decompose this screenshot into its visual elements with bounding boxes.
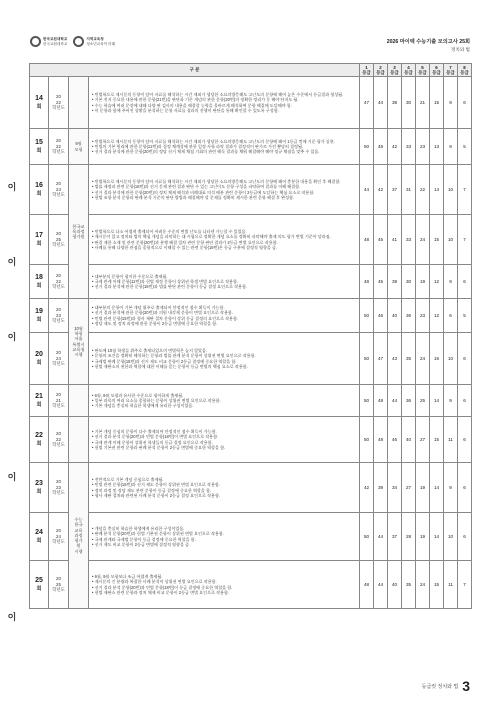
round-suffix: 회: [36, 440, 42, 447]
grade-cut-1: 48: [360, 215, 374, 265]
grade-cut-5: 23: [416, 129, 430, 165]
exam-type: 한국교 육과정 평가원: [69, 165, 89, 299]
round-number-value: 17: [35, 231, 43, 239]
academic-year: 20 24 학년도: [49, 165, 69, 215]
exam-type: [69, 417, 89, 463]
grade-cut-6: 15: [430, 561, 444, 609]
grade-cut-2: 45: [374, 215, 388, 265]
grade-cut-1: 44: [360, 165, 374, 215]
grade-cut-4: 27: [402, 463, 416, 513]
margin-mark: 이: [7, 612, 17, 622]
logo-2-sub: 청소년교육이 미래: [86, 41, 116, 46]
grade-cut-5: 24: [416, 561, 430, 609]
analysis-line: • 민법학으로 다소 어렵게 출제되어 어려운 수준의 변별 난도를 나타낸 가능할 수 있었음.: [92, 229, 247, 235]
logo-1: [30, 36, 67, 47]
analysis-line: • 선거 제도 비교 문항이 2등급 변별에 결정적 영향을 줌.: [92, 541, 191, 547]
analysis-line: • 문항의 조건을 정확히 해석하는 문항과 법률 관계 분석 문항이 상위권 변별 요인으로 작용함.: [92, 353, 256, 359]
analysis-line: • 기본 전지 중요한 내용에 관한 문항(21번)을 판단과 기존 개념의 관한 문항(20번)의 정확한 정리가 동 해야 단지도 됨.: [92, 97, 299, 103]
academic-year: 20 24 학년도: [49, 333, 69, 385]
grade-cut-7: 10: [444, 333, 458, 385]
academic-year: 20 22 학년도: [49, 417, 69, 463]
round-number-value: 24: [35, 528, 43, 536]
analysis-line: • 사례를 통해 다양한 관점을 종합적으로 이해할 수 있는 관련 문항(19번)은 등급 구분에 결정적 영향을 줌.: [92, 244, 278, 250]
grade-cut-2: 48: [374, 385, 388, 417]
grade-cut-8: 6: [458, 513, 472, 561]
grade-cut-5: 24: [416, 333, 430, 385]
exam-subject: 정치와 법: [450, 47, 470, 52]
grade-cut-2: 44: [374, 561, 388, 609]
round-number-value: 22: [35, 431, 43, 439]
grade-cut-5: 22: [416, 165, 430, 215]
grade-cut-8: 7: [458, 165, 472, 215]
grade-cut-6: 14: [430, 463, 444, 513]
table-row: [30, 561, 472, 609]
grade-cut-4: 31: [402, 165, 416, 215]
grade-cut-5: 27: [416, 417, 430, 463]
grade-cut-4: 36: [402, 385, 416, 417]
header-grade-8: 8 등급: [458, 64, 472, 77]
grade-cut-8: 5: [458, 299, 472, 333]
round-number-value: 25: [35, 576, 43, 584]
grade-cut-8: 6: [458, 417, 472, 463]
grade-cut-5: 24: [416, 215, 430, 265]
grade-cut-4: 40: [402, 417, 416, 463]
grade-cut-5: 25: [416, 385, 430, 417]
exam-type: 수능 한국 교육 과정 평가 원 시행: [69, 463, 89, 609]
analysis-line: • 민법학으로 제시문의 동향이 담아 자료를 해석하는 시간 제외가 생당한 소요의방응해도 고난도의 문항에 해어 충분한 내용을 확인 후 해결함.: [92, 179, 341, 185]
grade-cut-6: 15: [430, 215, 444, 265]
analysis-line: • 정치 과정 및 정당 제도 관련 문항이 등급 결정에 중요한 역할을 함.: [92, 487, 212, 493]
margin-mark: 이: [7, 332, 17, 342]
grade-cut-7: 9: [444, 385, 458, 417]
table-row: [30, 417, 472, 463]
analysis-line: • 선거 결과 분석에 관한 문항(20번)의 정치 체제 해석과 비례대표 의석 배분 관련 문항이 2등급에 도달하는 핵심 요소로 작용함.: [92, 189, 315, 195]
round-number: [30, 129, 49, 165]
grade-cut-5: 19: [416, 513, 430, 561]
grade-cut-4: 30: [402, 77, 416, 129]
analysis-notes: [89, 385, 360, 417]
header-category: 구 분: [30, 64, 360, 77]
analysis-line: • 선거 결과 분석에 관한 문항(20번)과 의원 내각제 문항이 변별 요인으로 작용함.: [92, 310, 233, 316]
grade-cut-8: 7: [458, 215, 472, 265]
header-grade-5: 5 등급: [416, 64, 430, 77]
analysis-line: • 선거 결과 분석에 관한 문항(20번)의 정당 선거 체제 채점 기회의 관련 해독 결과를 채워 해결해야 해야 정규 채점을 맞추 수 있음.: [92, 149, 320, 155]
grade-cut-2: 44: [374, 513, 388, 561]
round-number: [30, 417, 49, 463]
grade-cut-3: 40: [388, 299, 402, 333]
logo-1-sub: 한국교원대학교: [43, 41, 68, 46]
grade-cut-7: 6: [444, 299, 458, 333]
round-suffix: 회: [36, 585, 42, 592]
round-number-value: 23: [35, 479, 43, 487]
grade-cut-3: 43: [388, 333, 402, 385]
grade-cut-7: 9: [444, 129, 458, 165]
round-suffix: 회: [36, 537, 42, 544]
analysis-line: • 판례 분석 문항(20번)과 헌법 기본권 문항이 상위권 변별 요인으로 작용함.: [92, 531, 224, 537]
academic-year: 20 25 학년도: [49, 215, 69, 265]
grade-cut-8: 6: [458, 385, 472, 417]
analysis-line: • 대부분의 문항이 기본 개념 위주로 출제되어 안정적인 점수 획득이 가능함.: [92, 305, 225, 311]
grade-cut-3: 42: [388, 129, 402, 165]
round-number-value: 19: [35, 307, 43, 315]
header-grade-3: 3 등급: [388, 64, 402, 77]
grade-cut-6: 14: [430, 165, 444, 215]
academic-year: 20 23 학년도: [49, 299, 69, 333]
round-number-value: 18: [35, 273, 43, 281]
grade-table-wrap: [29, 63, 471, 609]
grade-cut-2: 46: [374, 299, 388, 333]
grade-cut-1: 50: [360, 129, 374, 165]
round-number: [30, 333, 49, 385]
grade-cut-6: 15: [430, 77, 444, 129]
analysis-line: • 기본 개념 중심의 문항이 다수 출제되어 안정적인 점수 획득이 가능함.: [92, 429, 217, 435]
analysis-line: • 6월, 9월 모평보다 조금 어렵게 출제됨.: [92, 574, 163, 580]
analysis-line: • 국제 관계 이해 문항(12번)과 헌법 제정 문항이 상위권 학생 변별 요인으로 작용함.: [92, 278, 239, 284]
margin-mark: 이: [7, 472, 17, 482]
table-row: [30, 265, 472, 299]
round-suffix: 회: [36, 103, 42, 110]
table-row: [30, 463, 472, 513]
grade-cut-6: 12: [430, 265, 444, 299]
round-number: [30, 165, 49, 215]
analysis-line: • 헌법 재판소의 권한과 역할에 대한 이해를 묻는 문항이 등급 변별의 핵심 요소로 작용함.: [92, 363, 248, 369]
analysis-line: • 대부분의 문항이 평이한 수준으로 출제됨.: [92, 273, 168, 279]
academic-year: 20 24 학년도: [49, 513, 69, 561]
academic-year: 20 22 학년도: [49, 129, 69, 165]
grade-cut-5: 19: [416, 463, 430, 513]
header-grade-2: 2 등급: [374, 64, 388, 77]
analysis-line: • 민법학으로 제시문의 동향이 담아 자료를 해석하는 시간 제외가 생당한 소요의방응해도 고난도의 문항에 해어 높은 수준에서 등급결과 형성됨.: [92, 92, 344, 98]
analysis-notes: [89, 299, 360, 333]
analysis-line: • 선거 결과 분석 문항(20번)과 민법 문항(18번)이 변별 요인으로 작용함.: [92, 434, 219, 440]
logo-group: [30, 36, 115, 47]
exam-title: 2026 마이텍 수능기출 모의고사 25회: [386, 39, 470, 45]
grade-cut-8: 6: [458, 333, 472, 385]
table-row: [30, 165, 472, 215]
round-suffix: 회: [36, 147, 42, 154]
grade-cut-1: 42: [360, 463, 374, 513]
round-number-value: 16: [35, 181, 43, 189]
grade-cut-6: 16: [430, 333, 444, 385]
grade-cut-2: 47: [374, 333, 388, 385]
grade-cut-7: 9: [444, 463, 458, 513]
grade-cut-6: 12: [430, 299, 444, 333]
round-number: [30, 561, 49, 609]
analysis-notes: [89, 215, 360, 265]
analysis-line: • 헌법 조항 분석 문항과 판례 분석 기준의 판단 방법과 해결해야 할 문제를 정확히 제시한 관련 문항 해결 후 완성함.: [92, 194, 295, 200]
analysis-line: • 제시문의 긴 분량과 복잡한 사례 분석이 상위권 변별 요인으로 작용함.: [92, 579, 217, 585]
academic-year: 20 22 학년도: [49, 77, 69, 129]
analysis-notes: [89, 463, 360, 513]
grade-cut-1: 50: [360, 417, 374, 463]
academic-year: 20 22 학년도: [49, 265, 69, 299]
round-number-value: 15: [35, 138, 43, 146]
logo-1-mark-icon: [30, 36, 41, 47]
grade-cut-2: 44: [374, 77, 388, 129]
round-number: [30, 299, 49, 333]
analysis-line: • 이 문항과 함께 주어진 상황을 분석하는 문항 자료를 결과의 진행이 판단을 통해 확인할 수 있도록 구성함.: [92, 107, 279, 113]
grade-cut-8: 6: [458, 265, 472, 299]
round-suffix: 회: [36, 316, 42, 323]
grade-cut-4: 28: [402, 513, 416, 561]
grade-cut-7: 11: [444, 561, 458, 609]
academic-year: 20 23 학년도: [49, 463, 69, 513]
round-number-value: 20: [35, 350, 43, 358]
grade-cut-2: 45: [374, 265, 388, 299]
round-number: [30, 77, 49, 129]
grade-cut-1: 48: [360, 265, 374, 299]
grade-cut-3: 44: [388, 385, 402, 417]
round-number-value: 14: [35, 94, 43, 102]
analysis-line: • 선거 결과 분석 문항(20번)과 민법 문항(18번)이 등급 결정에 중요한 역할을 함.: [92, 584, 233, 590]
grade-cut-3: 37: [388, 165, 402, 215]
round-number: [30, 385, 49, 417]
analysis-notes: [89, 513, 360, 561]
analysis-notes: [89, 417, 360, 463]
grade-cut-4: 35: [402, 333, 416, 385]
grade-cut-table: [29, 63, 472, 609]
analysis-line: • 형사 재판 절차와 관련된 사례 분석 문항이 2등급 결정 요인으로 작용함.: [92, 492, 221, 498]
analysis-line: • 일부 과목의 여러 요소를 종합하는 문항이 상위권 변별 요인으로 작용함.: [92, 397, 221, 403]
grade-cut-4: 33: [402, 215, 416, 265]
analysis-line: • 6월, 9월 모평과 유사한 수준으로 평이하게 출제됨.: [92, 392, 184, 398]
analysis-line: • 국제 관계와 국제법 문항이 등급 결정에 중요한 역할을 함.: [92, 536, 196, 542]
logo-1-name: 한국교원대학교: [43, 37, 68, 42]
round-suffix: 회: [36, 190, 42, 197]
exam-type: 9월 모평: [69, 129, 89, 165]
grade-cut-3: 46: [388, 417, 402, 463]
grade-cut-2: 48: [374, 129, 388, 165]
grade-cut-2: 39: [374, 463, 388, 513]
header-grade-4: 4 등급: [402, 64, 416, 77]
table-row: [30, 77, 472, 129]
analysis-line: • 헌법 기본권 관련 문항과 판례 분석 문항이 2등급 변별에 중요한 역할을 함.: [92, 444, 226, 450]
round-suffix: 회: [36, 401, 42, 408]
grade-cut-2: 48: [374, 417, 388, 463]
grade-cut-7: 9: [444, 77, 458, 129]
grade-cut-5: 23: [416, 299, 430, 333]
grade-cut-6: 14: [430, 385, 444, 417]
analysis-notes: [89, 333, 360, 385]
grade-cut-3: 40: [388, 561, 402, 609]
round-suffix: 회: [36, 282, 42, 289]
logo-2-mark-icon: [73, 36, 84, 47]
round-suffix: 회: [36, 240, 42, 247]
grade-cut-3: 34: [388, 463, 402, 513]
round-number: [30, 265, 49, 299]
grade-cut-7: 10: [444, 215, 458, 265]
page-footer: [422, 678, 470, 694]
grade-cut-4: 30: [402, 265, 416, 299]
analysis-line: • 민법의 기본 원리에 관한 문항(12번)과 결정 체계상에 관한 일정 사항 파악 결과가 결정적이 판가르 가진 뿐당히 결정됨.: [92, 143, 304, 149]
margin-mark: 이: [7, 257, 17, 267]
grade-cut-3: 41: [388, 215, 402, 265]
table-body: [30, 77, 472, 609]
grade-cut-7: 10: [444, 165, 458, 215]
logo-2: [73, 36, 115, 47]
table-row: [30, 215, 472, 265]
grade-cut-6: 14: [430, 513, 444, 561]
round-number-value: 21: [35, 392, 43, 400]
grade-cut-6: 13: [430, 129, 444, 165]
grade-cut-3: 37: [388, 513, 402, 561]
analysis-line: • 전반적으로 기본 개념 중심으로 출제됨.: [92, 477, 164, 483]
table-row: [30, 299, 472, 333]
analysis-line: • 판도에 10점 학생들 위주로 출제되었으며 변별력은 높지 않았음.: [92, 348, 208, 354]
exam-type: [69, 77, 89, 129]
analysis-notes: [89, 129, 360, 165]
analysis-line: • 기본 개념을 충실히 학습한 학생에게 유리한 구성이었음.: [92, 403, 194, 409]
grade-cut-7: 11: [444, 417, 458, 463]
analysis-line: • 수능 학습에 여러 문장에 대해 다양 판 검사의 내용을 해결할 능력을 올바르게 해석하여 문항 해결에 도달해야 함.: [92, 102, 292, 108]
page-number: 3: [462, 678, 470, 694]
table-header-row: [30, 64, 472, 77]
analysis-line: • 제시문이 있고 정치와 법의 핵심 개념을 파악하는 대 시험으로 정확한 개념 요소를 정확히 파악해야 출제 의도 평가 변별 기준이 달라짐.: [92, 234, 331, 240]
margin-mark: 이: [7, 182, 17, 192]
round-number: [30, 463, 49, 513]
round-number: [30, 513, 49, 561]
grade-cut-2: 42: [374, 165, 388, 215]
header-grade-7: 7 등급: [444, 64, 458, 77]
grade-cut-8: 6: [458, 463, 472, 513]
round-suffix: 회: [36, 359, 42, 366]
academic-year: 20 21 학년도: [49, 385, 69, 417]
grade-cut-4: 33: [402, 129, 416, 165]
footer-label: 등급컷 정치와 법: [421, 683, 459, 690]
grade-cut-8: 5: [458, 129, 472, 165]
header-grade-1: 1 등급: [360, 64, 374, 77]
analysis-line: • 국제 관계 이해 문항이 상위권 학생들의 등급 결정 요인으로 작용함.: [92, 439, 213, 445]
grade-cut-4: 35: [402, 561, 416, 609]
academic-year: 20 25 학년도: [49, 561, 69, 609]
grade-cut-1: 50: [360, 513, 374, 561]
analysis-line: • 민법학으로 제시문의 동향이 담아 자료를 해석하는 시간 제외가 생당한 소요의방응해도 고난도의 문항에 해어 1등급 컷에 기준 평가 실현.: [92, 138, 335, 144]
analysis-line: • 헌법 재판소 관련 문항과 정치 체제 비교 문항이 2등급 변별 요인으로 작용함.: [92, 589, 230, 595]
table-row: [30, 513, 472, 561]
grade-cut-1: 48: [360, 561, 374, 609]
analysis-notes: [89, 77, 360, 129]
grade-cut-7: 10: [444, 513, 458, 561]
grade-cut-1: 50: [360, 299, 374, 333]
analysis-line: • 민법 관련 문항(15번)과 선거 제도 문항이 상위권 변별 요인으로 작용함.: [92, 482, 220, 488]
analysis-line: • 선거 결과 분석에 관한 문항(18번)과 법률 판단 관련 문항이 등급 결정 요인으로 작용함.: [92, 284, 248, 290]
analysis-line: • 민법 관련 문항(15번)과 형사 재판 절차 문항이 상위 등급 결정의 요인으로 작용함.: [92, 315, 239, 321]
grade-cut-3: 38: [388, 77, 402, 129]
analysis-line: • 판결 제한 소재 및 관련 문항(20번)과 분쟁 해결 절차 관련 문항 판단 결과가 2등급 변별 요인으로 작용함.: [92, 239, 278, 245]
table-row: [30, 333, 472, 385]
grade-cut-5: 19: [416, 265, 430, 299]
exam-type: 10월 학평 서울 특별시 교육청 시행: [69, 299, 89, 385]
grade-cut-7: 9: [444, 265, 458, 299]
analysis-notes: [89, 165, 360, 215]
analysis-notes: [89, 561, 360, 609]
grade-cut-6: 15: [430, 417, 444, 463]
round-suffix: 회: [36, 488, 42, 495]
exam-type: [69, 385, 89, 417]
table-row: [30, 129, 472, 165]
round-number: [30, 215, 49, 265]
grade-cut-3: 39: [388, 265, 402, 299]
grade-cut-1: 50: [360, 333, 374, 385]
grade-cut-4: 36: [402, 299, 416, 333]
analysis-notes: [89, 265, 360, 299]
analysis-line: • 개념을 충실히 학습한 학생에게 유리한 구성이었음.: [92, 526, 185, 532]
logo-2-name: 지역교육청: [86, 37, 104, 42]
grade-cut-8: 6: [458, 77, 472, 129]
grade-cut-1: 50: [360, 385, 374, 417]
grade-cut-5: 21: [416, 77, 430, 129]
analysis-line: • 법률 제정과 관련 문항(18번)과 선거 문제 관련 결과 판단 수 있는 고난이도 문항 구성을 파악하여 결과를 이해 해결함.: [92, 184, 301, 190]
page-header: [30, 36, 470, 52]
grade-cut-1: 47: [360, 77, 374, 129]
table-row: [30, 385, 472, 417]
header-grade-6: 6 등급: [430, 64, 444, 77]
analysis-line: • 국제법 판례 문항(18번)과 선거 제도 비교 문항이 2등급 결정에 중요한 역할을 함.: [92, 358, 237, 364]
grade-cut-8: 7: [458, 561, 472, 609]
analysis-line: • 정당 제도 및 정치 과정에 관한 문항이 2등급 변별에 중요한 역할을 함.: [92, 320, 218, 326]
